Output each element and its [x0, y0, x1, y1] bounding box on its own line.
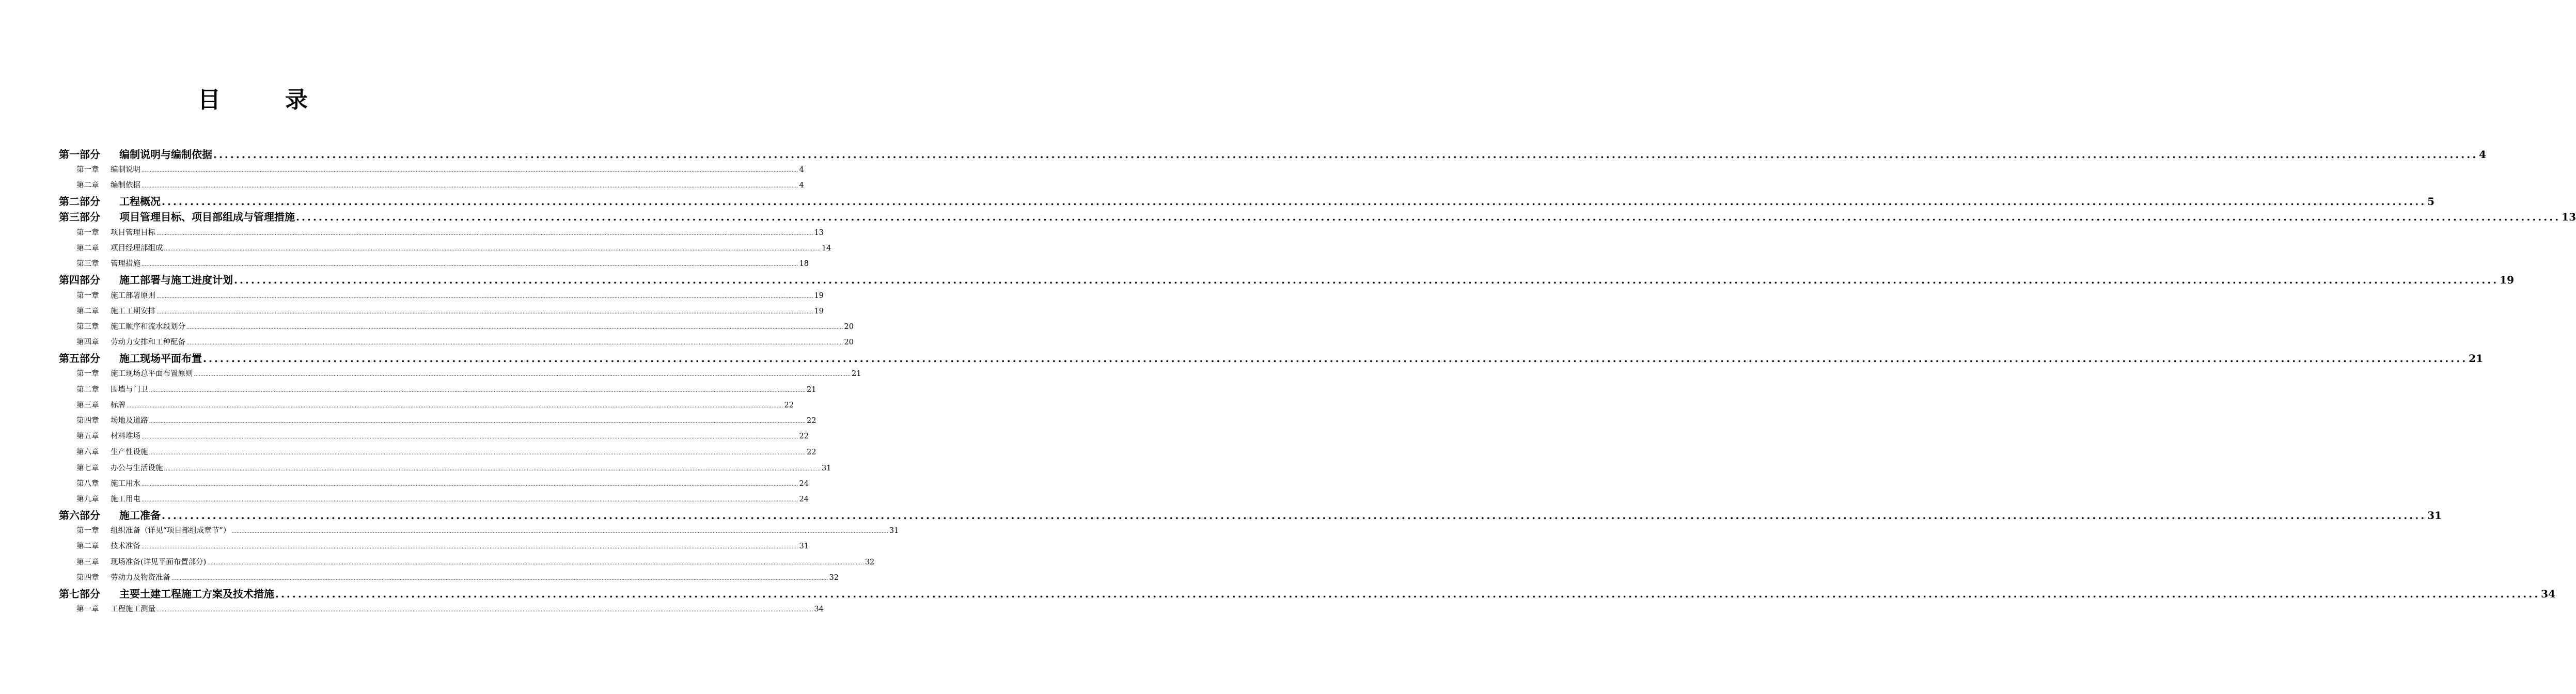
- toc-chapter-entry: [76, 306, 824, 317]
- toc-entry-number: 第一章: [76, 527, 99, 535]
- toc-entry-page: 31: [821, 464, 831, 472]
- toc-entry-number: 第二章: [76, 244, 99, 253]
- toc-entry-number: 第二章: [76, 307, 99, 316]
- toc-entry-label: 工程施工测量: [111, 605, 155, 613]
- dot-leader: ................................................................................................................................................................................................................................................................................................................................................................................................................: [156, 231, 813, 236]
- dot-leader: ................................................................................................................................................................................................................................................................................................................................................................................................................: [296, 211, 2561, 223]
- dot-leader: ................................................................................................................................................................................................................................................................................................................................................................................................................: [127, 403, 783, 409]
- toc-entry-number: 第九章: [76, 495, 99, 503]
- toc-entry-label: 施工用水: [111, 480, 140, 488]
- dot-leader: ................................................................................................................................................................................................................................................................................................................................................................................................................: [156, 309, 813, 315]
- toc-chapter-entry: [76, 400, 794, 411]
- toc-entry-page: 13: [2562, 211, 2576, 223]
- toc-entry-label: 施工顺序和流水段划分: [111, 323, 185, 331]
- toc-chapter-entry: [76, 384, 816, 396]
- toc-entry-number: 第五部分: [59, 352, 100, 365]
- toc-entry-label: 施工现场总平面布置原则: [111, 370, 193, 378]
- dot-leader: ................................................................................................................................................................................................................................................................................................................................................................................................................: [142, 482, 798, 487]
- toc-entry-page: 34: [814, 605, 824, 613]
- dot-leader: ................................................................................................................................................................................................................................................................................................................................................................................................................: [162, 195, 2427, 208]
- toc-entry-number: 第三章: [76, 323, 99, 331]
- toc-chapter-entry: [76, 243, 831, 254]
- toc-chapter-entry: [76, 604, 824, 615]
- toc-part-entry: [59, 194, 2435, 209]
- toc-entry-number: 第二章: [76, 542, 99, 550]
- dot-leader: ................................................................................................................................................................................................................................................................................................................................................................................................................: [142, 544, 798, 550]
- toc-part-entry: [59, 147, 2487, 162]
- toc-entry-label: 项目管理目标: [111, 229, 155, 237]
- toc-entry-number: 第一章: [76, 292, 99, 300]
- toc-part-entry: [59, 508, 2442, 523]
- toc-part-entry: [59, 210, 2576, 224]
- toc-chapter-entry: [76, 164, 804, 176]
- toc-entry-number: 第四部分: [59, 274, 100, 286]
- toc-chapter-entry: [76, 321, 854, 333]
- toc-entry-label: 围墙与门卫: [111, 386, 148, 394]
- toc-chapter-entry: [76, 525, 899, 537]
- toc-chapter-entry: [76, 541, 809, 552]
- dot-leader: ................................................................................................................................................................................................................................................................................................................................................................................................................: [203, 352, 2468, 365]
- toc-entry-page: 32: [829, 574, 839, 582]
- dot-leader: ................................................................................................................................................................................................................................................................................................................................................................................................................: [164, 466, 821, 472]
- dot-leader: ................................................................................................................................................................................................................................................................................................................................................................................................................: [149, 419, 806, 424]
- toc-entry-number: 第一章: [76, 370, 99, 378]
- toc-entry-label: 办公与生活设施: [111, 464, 163, 472]
- dot-leader: ................................................................................................................................................................................................................................................................................................................................................................................................................: [142, 262, 798, 267]
- dot-leader: ................................................................................................................................................................................................................................................................................................................................................................................................................: [164, 246, 821, 252]
- dot-leader: ................................................................................................................................................................................................................................................................................................................................................................................................................: [142, 497, 798, 503]
- toc-chapter-entry: [76, 494, 809, 505]
- toc-entry-page: 13: [814, 229, 824, 237]
- toc-entry-page: 20: [844, 338, 854, 346]
- toc-entry-label: 材料堆场: [111, 432, 140, 440]
- toc-entry-number: 第八章: [76, 480, 99, 488]
- dot-leader: ................................................................................................................................................................................................................................................................................................................................................................................................................: [194, 372, 851, 377]
- toc-entry-page: 34: [2541, 588, 2555, 600]
- toc-entry-label: 工程概况: [119, 195, 161, 208]
- dot-leader: ................................................................................................................................................................................................................................................................................................................................................................................................................: [207, 560, 864, 566]
- toc-entry-label: 编制说明与编制依据: [119, 148, 212, 161]
- dot-leader: ................................................................................................................................................................................................................................................................................................................................................................................................................: [149, 388, 806, 393]
- toc-part-entry: [59, 351, 2483, 366]
- toc-entry-number: 第四章: [76, 417, 99, 425]
- dot-leader: ................................................................................................................................................................................................................................................................................................................................................................................................................: [149, 450, 806, 456]
- toc-entry-label: 主要土建工程施工方案及技术措施: [119, 588, 274, 600]
- toc-entry-number: 第四章: [76, 338, 99, 346]
- toc-entry-label: 施工工期安排: [111, 307, 155, 316]
- toc-entry-label: 编制说明: [111, 166, 140, 174]
- toc-entry-number: 第二章: [76, 181, 99, 190]
- toc-entry-label: 项目经理部组成: [111, 244, 163, 253]
- toc-entry-label: 劳动力及物资准备: [111, 574, 170, 582]
- toc-entry-number: 第七部分: [59, 588, 100, 600]
- dot-leader: ................................................................................................................................................................................................................................................................................................................................................................................................................: [156, 607, 813, 613]
- toc-entry-label: 施工部署与施工进度计划: [119, 274, 233, 286]
- toc-entry-page: 4: [2479, 148, 2487, 161]
- toc-entry-page: 18: [799, 260, 809, 268]
- toc-entry-page: 21: [806, 386, 816, 394]
- toc-entry-label: 施工现场平面布置: [119, 352, 202, 365]
- dot-leader: ................................................................................................................................................................................................................................................................................................................................................................................................................: [213, 148, 2478, 161]
- toc-chapter-entry: [76, 463, 831, 474]
- toc-chapter-entry: [76, 447, 816, 458]
- toc-entry-number: 第七章: [76, 464, 99, 472]
- toc-entry-page: 19: [2500, 274, 2514, 286]
- toc-entry-number: 第三部分: [59, 211, 100, 223]
- toc-entry-page: 19: [814, 307, 824, 316]
- dot-leader: ................................................................................................................................................................................................................................................................................................................................................................................................................: [234, 274, 2499, 286]
- toc-entry-page: 22: [784, 401, 794, 409]
- toc-entry-number: 第三章: [76, 260, 99, 268]
- toc-entry-label: 管理措施: [111, 260, 140, 268]
- toc-entry-number: 第一部分: [59, 148, 100, 161]
- toc-entry-number: 第二部分: [59, 195, 100, 208]
- toc-entry-page: 4: [799, 166, 804, 174]
- toc-entry-label: 生产性设施: [111, 448, 148, 456]
- toc-entry-page: 19: [814, 292, 824, 300]
- toc-chapter-entry: [76, 572, 839, 583]
- toc-entry-number: 第五章: [76, 432, 99, 440]
- toc-chapter-entry: [76, 290, 824, 302]
- toc-entry-page: 5: [2427, 195, 2435, 208]
- toc-entry-page: 22: [799, 432, 809, 440]
- toc-entry-label: 编制依据: [111, 181, 140, 190]
- toc-entry-page: 21: [851, 370, 861, 378]
- dot-leader: ................................................................................................................................................................................................................................................................................................................................................................................................................: [186, 340, 843, 346]
- toc-title-char-2: 录: [285, 87, 308, 113]
- toc-entry-number: 第六部分: [59, 509, 100, 522]
- toc-entry-page: 20: [844, 323, 854, 331]
- toc-part-entry: [59, 587, 2555, 601]
- toc-chapter-entry: [76, 227, 824, 239]
- dot-leader: ................................................................................................................................................................................................................................................................................................................................................................................................................: [231, 529, 888, 534]
- toc-chapter-entry: [76, 337, 854, 348]
- toc-chapter-entry: [76, 368, 861, 380]
- toc-entry-label: 组织准备（详见“项目部组成章节”）: [111, 527, 231, 535]
- toc-entry-number: 第四章: [76, 574, 99, 582]
- toc-entry-number: 第三章: [76, 558, 99, 566]
- dot-leader: ................................................................................................................................................................................................................................................................................................................................................................................................................: [186, 325, 843, 330]
- toc-chapter-entry: [76, 258, 809, 270]
- toc-entry-label: 劳动力安排和工种配备: [111, 338, 185, 346]
- toc-chapter-entry: [76, 415, 816, 427]
- toc-entry-page: 4: [799, 181, 804, 190]
- toc-entry-number: 第一章: [76, 605, 99, 613]
- toc-entry-number: 第三章: [76, 401, 99, 409]
- toc-entry-label: 施工用电: [111, 495, 140, 503]
- toc-entry-page: 22: [806, 448, 816, 456]
- dot-leader: ................................................................................................................................................................................................................................................................................................................................................................................................................: [142, 183, 798, 189]
- toc-entry-label: 场地及道路: [111, 417, 148, 425]
- toc-entry-page: 31: [889, 527, 899, 535]
- toc-entry-label: 施工部署原则: [111, 292, 155, 300]
- toc-entry-label: 施工准备: [119, 509, 161, 522]
- toc-entry-number: 第二章: [76, 386, 99, 394]
- toc-entry-number: 第六章: [76, 448, 99, 456]
- toc-entry-label: 技术准备: [111, 542, 140, 550]
- dot-leader: ................................................................................................................................................................................................................................................................................................................................................................................................................: [142, 434, 798, 440]
- toc-chapter-entry: [76, 557, 875, 568]
- dot-leader: ................................................................................................................................................................................................................................................................................................................................................................................................................: [171, 576, 828, 581]
- toc-entry-label: 现场准备(详见平面布置部分): [111, 558, 207, 566]
- toc-entry-page: 31: [2427, 509, 2442, 522]
- dot-leader: ................................................................................................................................................................................................................................................................................................................................................................................................................: [162, 509, 2427, 522]
- toc-entry-page: 22: [806, 417, 816, 425]
- toc-entry-label: 标牌: [111, 401, 125, 409]
- toc-entry-page: 24: [799, 480, 809, 488]
- toc-chapter-entry: [76, 478, 809, 490]
- dot-leader: ................................................................................................................................................................................................................................................................................................................................................................................................................: [156, 294, 813, 299]
- toc-entry-page: 24: [799, 495, 809, 503]
- toc-entry-label: 项目管理目标、项目部组成与管理措施: [119, 211, 295, 223]
- toc-entry-page: 32: [865, 558, 875, 566]
- toc-entry-page: 21: [2469, 352, 2483, 365]
- dot-leader: ................................................................................................................................................................................................................................................................................................................................................................................................................: [142, 168, 798, 174]
- toc-entry-number: 第一章: [76, 166, 99, 174]
- toc-entry-page: 31: [799, 542, 809, 550]
- toc-part-entry: [59, 273, 2514, 287]
- toc-entry-number: 第一章: [76, 229, 99, 237]
- dot-leader: ................................................................................................................................................................................................................................................................................................................................................................................................................: [275, 588, 2540, 600]
- toc-entry-page: 14: [821, 244, 831, 253]
- toc-title-char-1: 目: [198, 87, 221, 113]
- toc-chapter-entry: [76, 431, 809, 442]
- toc-chapter-entry: [76, 180, 804, 191]
